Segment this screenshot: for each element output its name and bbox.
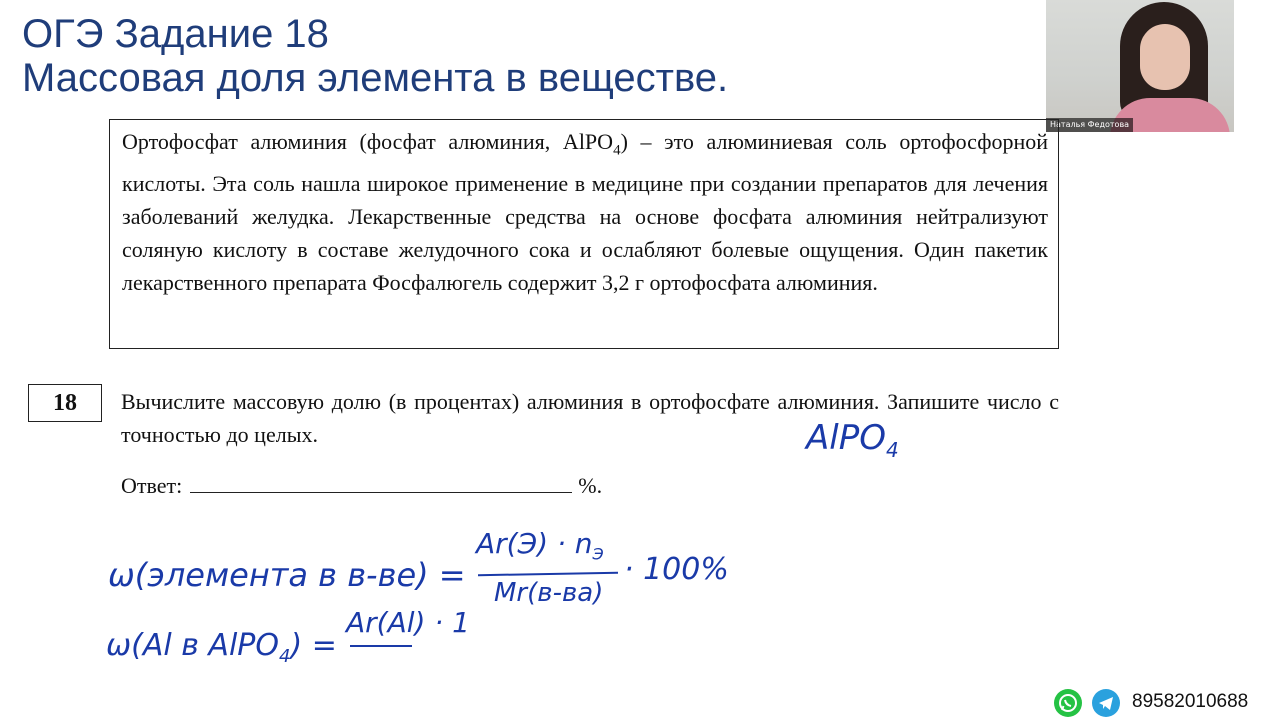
handwritten-fraction-line-2 xyxy=(350,645,412,647)
passage-box xyxy=(109,119,1059,349)
passage-subscript: 4 xyxy=(613,142,621,159)
answer-label: Ответ: xyxy=(121,473,183,498)
contact-phone[interactable]: 89582010688 xyxy=(1132,691,1249,712)
handwritten-al-fraction: ω(Al в AlPO$_4$) = xyxy=(106,628,337,667)
telegram-icon[interactable] xyxy=(1092,689,1120,717)
handwritten-times-100: · 100% xyxy=(624,552,729,587)
handwritten-mass-fraction-definition: ω(элемента в в-ве) = xyxy=(108,556,466,594)
question-number: 18 xyxy=(28,384,102,422)
handwritten-al-numerator: Ar(Al) · 1 xyxy=(346,606,470,639)
handwritten-denominator: Mr(в-ва) xyxy=(494,578,604,608)
webcam-name-label: Наталья Федотова xyxy=(1046,118,1133,132)
passage-rest: ) – это алюминиевая соль ортофосфорной кислоты. Эта соль нашла широкое применение в медицине при создании препаратов для лечения заболеваний желудка. Лекарственные средства на основе фосфата алюминия нейтрализуют соляную кислоту в составе желудочного сока и ослабляют болевые ощущения. Один пакетик лекарственного препарата Фосфалюгель содержит 3,2 г ортофосфата алюминия. xyxy=(122,129,1049,296)
webcam-video xyxy=(1046,0,1234,132)
answer-blank[interactable] xyxy=(190,470,572,493)
question-text: Вычислите массовую долю (в процентах) алюминия в ортофосфате алюминия. Запишите число с точностью до целых. xyxy=(121,389,1059,447)
handwritten-formula-alpo4: AlPO$_4$ xyxy=(806,418,899,462)
title-line-2: Массовая доля элемента в веществе. xyxy=(22,56,729,100)
title-line-1: ОГЭ Задание 18 xyxy=(22,12,329,56)
handwritten-numerator: $Ar(Э) \cdot n_Э$ xyxy=(476,527,604,564)
handwritten-fraction-line xyxy=(478,572,618,576)
passage-intro: Ортофосфат алюминия (фосфат алюминия, AlPO xyxy=(122,129,614,154)
answer-unit: %. xyxy=(578,473,603,498)
whatsapp-icon[interactable] xyxy=(1054,689,1082,717)
answer-row xyxy=(121,470,602,501)
presenter-face xyxy=(1140,24,1190,90)
slide-title xyxy=(22,12,728,100)
